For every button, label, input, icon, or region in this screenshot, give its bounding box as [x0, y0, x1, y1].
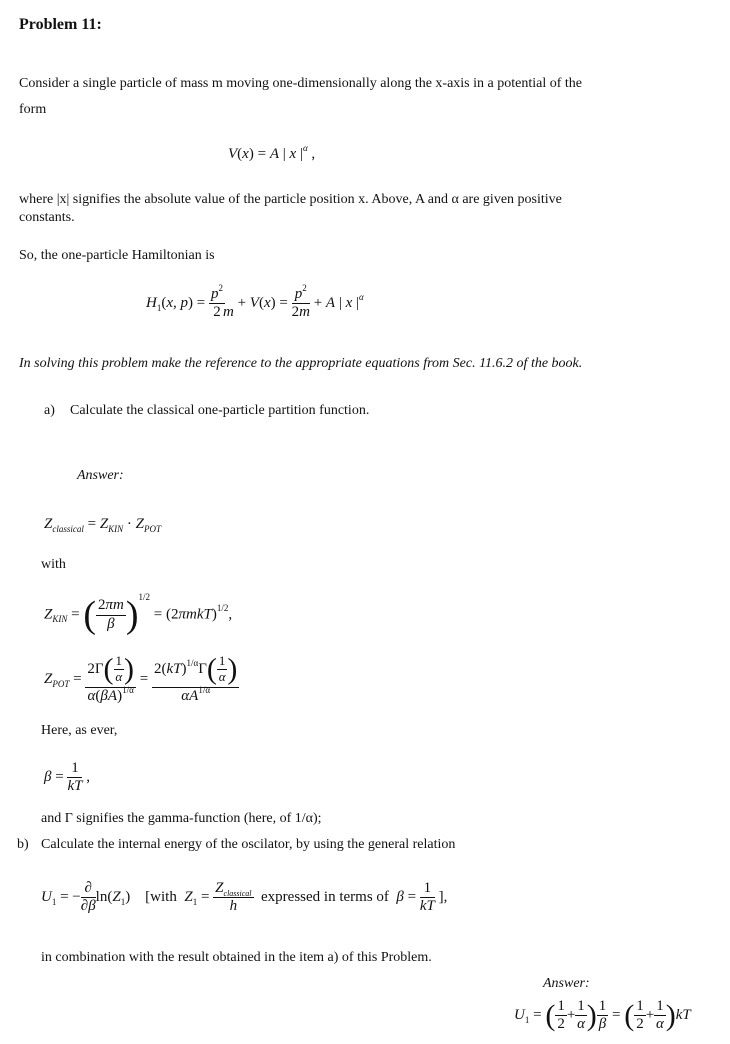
- answer-label-b: Answer:: [543, 976, 590, 991]
- part-a-label: a): [44, 403, 55, 418]
- z-classical-equation: $Z_{classical} = Z_{KIN} \cdot Z_{POT}$: [44, 516, 162, 534]
- part-a-text: Calculate the classical one-particle partition function.: [70, 403, 370, 418]
- hamiltonian-equation: $H_1(x$, p) = $\frac{p^2}{2}$ m + V(x) = $\frac{p^2}{2m}$ + A | x $|^\alpha$: [146, 283, 364, 321]
- beta-equation: β = $\frac{1}{kT}$ ,: [44, 760, 90, 795]
- z-kin-equation: $Z_{KIN}$ = ( $\frac{2\pi m}{\beta}$ )$^{1/2} = (2\pi mkT)^{1/2}$,: [44, 592, 233, 636]
- hamiltonian-intro: So, the one-particle Hamiltonian is: [19, 248, 215, 263]
- z-pot-equation: $Z_{POT}$ = 2Γ( $\frac{1}{\alpha}$ ) $\alpha(\beta A)^{1/\alpha}$ = 2(kT)$^{1/\alpha}$Γ( $\frac{1}{\alpha}$ ) $\alpha A^{1/\alpha}$: [44, 652, 238, 704]
- here-as-ever: Here, as ever,: [41, 723, 118, 738]
- part-b-text: Calculate the internal energy of the oscilator, by using the general relation: [41, 837, 456, 852]
- intro-line-2: form: [19, 102, 47, 117]
- u1-answer-equation: $U_1$ = ( $\frac{1}{2}$ + $\frac{1}{\alpha}$ ) $\frac{1}{\beta}$ = ( $\frac{1}{2}$ + $\frac{1}{\alpha}$ )kT: [514, 998, 691, 1033]
- u1-relation-equation: $U_1$ = − $\frac{\partial}{\partial\beta}$ $\ln(Z_1)$ [with $Z_1$ = $\frac{Z_{classical}}{h}$ expressed in terms of β = $\frac{1}{kT}$ ],: [41, 880, 448, 915]
- with-label: with: [41, 557, 66, 572]
- potential-equation: V(x) = A | x $|^\alpha$ ,: [228, 143, 316, 162]
- intro-line-1: Consider a single particle of mass m moving one-dimensionally along the x-axis in a potential of the: [19, 76, 582, 91]
- gamma-note: and Γ signifies the gamma-function (here, of 1/α);: [41, 811, 322, 826]
- problem-title: Problem 11:: [19, 16, 102, 33]
- reference-note: In solving this problem make the reference to the appropriate equations from Sec. 11.6.2 of the book.: [19, 356, 583, 371]
- answer-label-a: Answer:: [77, 468, 124, 483]
- combination-text: in combination with the result obtained in the item a) of this Problem.: [41, 950, 432, 965]
- where-line-2: constants.: [19, 210, 75, 225]
- part-b-label: b): [17, 837, 29, 852]
- where-line-1: where |x| signifies the absolute value of the particle position x. Above, A and α are given positive: [19, 192, 562, 207]
